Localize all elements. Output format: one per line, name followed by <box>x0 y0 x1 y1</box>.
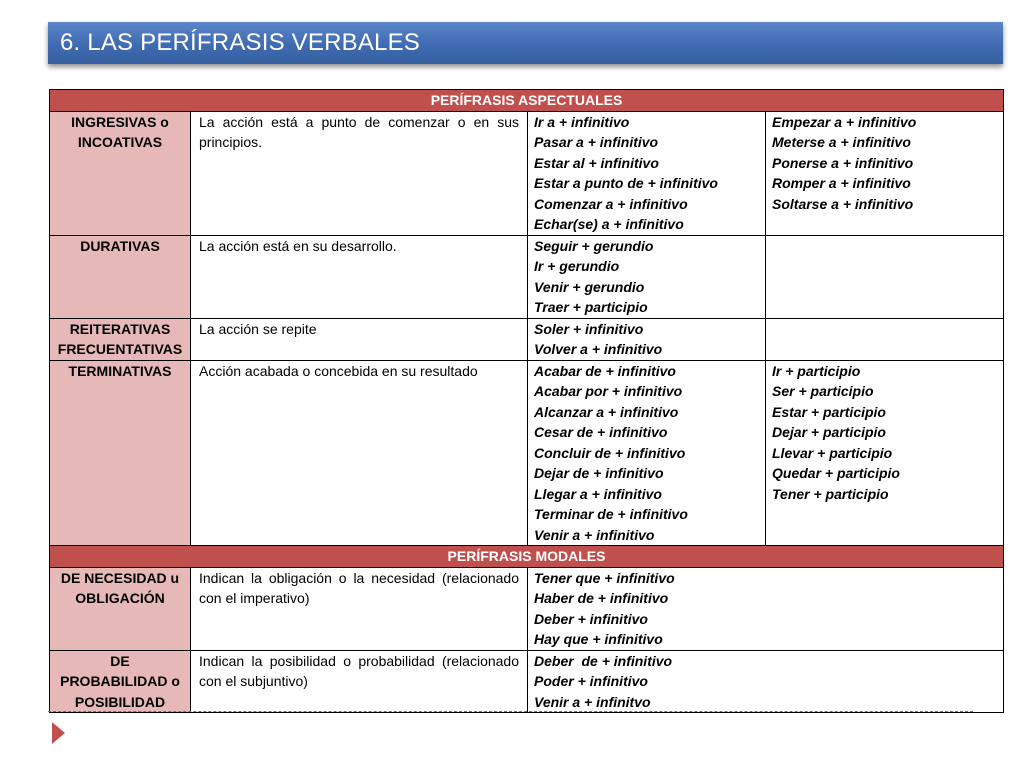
table-row <box>50 567 1004 650</box>
row-label <box>50 318 191 360</box>
slide-title: 6. LAS PERÍFRASIS VERBALES <box>60 29 421 56</box>
list-item: Venir a + infinitvo <box>534 693 651 710</box>
list-item: Hay que + infinitivo <box>534 631 663 647</box>
list-item: Ser + participio <box>772 383 874 399</box>
list-item: Ir a + infinitivo <box>534 113 630 130</box>
verb-list <box>528 650 1004 713</box>
label-line: FRECUENTATIVAS <box>57 341 183 357</box>
verb-list-empty <box>766 318 1004 360</box>
label-line: INGRESIVAS o <box>71 113 169 130</box>
verb-list <box>528 360 766 546</box>
verb-list <box>766 360 1004 546</box>
list-item: Empezar a + infinitivo <box>772 113 917 130</box>
row-label <box>50 650 191 713</box>
verb-list <box>528 235 766 318</box>
list-item: Deber + infinitivo <box>534 610 648 627</box>
row-description: La acción se repite <box>191 318 528 360</box>
list-item: Meterse a + infinitivo <box>772 134 911 150</box>
list-item: Dejar de + infinitivo <box>534 465 664 481</box>
label-line: POSIBILIDAD <box>74 693 166 710</box>
table-row <box>50 318 1004 360</box>
list-item: Pasar a + infinitivo <box>534 134 659 150</box>
list-item: Concluir de + infinitivo <box>534 444 686 461</box>
label-line: REITERATIVAS <box>69 320 171 337</box>
row-label <box>50 567 191 650</box>
list-item: Estar + participio <box>772 403 886 420</box>
list-item: Ponerse a + infinitivo <box>772 154 914 171</box>
row-description: La acción está a punto de comenzar o en sus principios. <box>191 111 528 235</box>
list-item: Llevar + participio <box>772 444 893 461</box>
section-header-row <box>50 90 1004 112</box>
list-item: Estar a punto de + infinitivo <box>534 175 718 191</box>
list-item: Tener que + infinitivo <box>534 569 675 586</box>
section-header-row <box>50 546 1004 568</box>
list-item: Comenzar a + infinitivo <box>534 195 688 212</box>
list-item: Ir + participio <box>772 362 861 379</box>
list-item: Acabar de + infinitivo <box>534 362 676 379</box>
list-item: Terminar de + infinitivo <box>534 506 688 522</box>
list-item: Venir a + infinitivo <box>534 526 655 543</box>
label-line: INCOATIVAS <box>77 134 163 150</box>
table-row <box>50 650 1004 713</box>
table-row <box>50 235 1004 318</box>
row-description: Indican la obligación o la necesidad (relacionado con el imperativo) <box>191 567 528 650</box>
slide-title-bar <box>48 22 1003 64</box>
label-line: OBLIGACIÓN <box>75 590 165 606</box>
list-item: Seguir + gerundio <box>534 237 654 254</box>
row-label <box>50 360 191 546</box>
label-line: DURATIVAS <box>80 237 160 254</box>
verb-list <box>528 567 1004 650</box>
modales-header: PERÍFRASIS MODALES <box>50 546 1004 568</box>
periphrasis-table <box>49 89 1004 713</box>
list-item: Soltarse a + infinitivo <box>772 195 914 212</box>
list-item: Dejar + participio <box>772 424 886 440</box>
list-item: Poder + infinitivo <box>534 673 648 689</box>
list-item: Echar(se) a + infinitivo <box>534 216 684 232</box>
list-item: Cesar de + infinitivo <box>534 424 668 440</box>
next-arrow-icon[interactable] <box>52 722 65 744</box>
list-item: Ir + gerundio <box>534 258 620 274</box>
table-row <box>50 360 1004 546</box>
list-item: Haber de + infinitivo <box>534 590 669 606</box>
list-item: Estar al + infinitivo <box>534 154 659 171</box>
list-item: Venir + gerundio <box>534 278 645 295</box>
row-label <box>50 235 191 318</box>
row-description: La acción está en su desarrollo. <box>191 235 528 318</box>
verb-list <box>528 318 766 360</box>
label-line: DE NECESIDAD u <box>60 569 180 586</box>
list-item: Romper a + infinitivo <box>772 175 911 191</box>
list-item: Llegar a + infinitivo <box>534 485 662 502</box>
label-line: DE <box>110 652 130 669</box>
row-description: Acción acabada o concebida en su resultado <box>191 360 528 546</box>
verb-list <box>528 111 766 235</box>
footer-divider <box>48 711 973 712</box>
list-item: Alcanzar a + infinitivo <box>534 403 679 420</box>
list-item: Soler + infinitivo <box>534 320 644 337</box>
list-item: Tener + participio <box>772 485 889 502</box>
label-line: PROBABILIDAD o <box>60 673 180 689</box>
list-item: Quedar + participio <box>772 465 900 481</box>
list-item: Volver a + infinitivo <box>534 341 663 357</box>
table-row <box>50 111 1004 235</box>
row-description: Indican la posibilidad o probabilidad (relacionado con el subjuntivo) <box>191 650 528 713</box>
verb-list <box>766 111 1004 235</box>
aspectuales-header: PERÍFRASIS ASPECTUALES <box>50 90 1004 112</box>
list-item: Acabar por + infinitivo <box>534 383 683 399</box>
verb-list-empty <box>766 235 1004 318</box>
row-label <box>50 111 191 235</box>
label-line: TERMINATIVAS <box>68 362 172 379</box>
list-item: Deber de + infinitivo <box>534 652 673 669</box>
list-item: Traer + participio <box>534 299 648 315</box>
